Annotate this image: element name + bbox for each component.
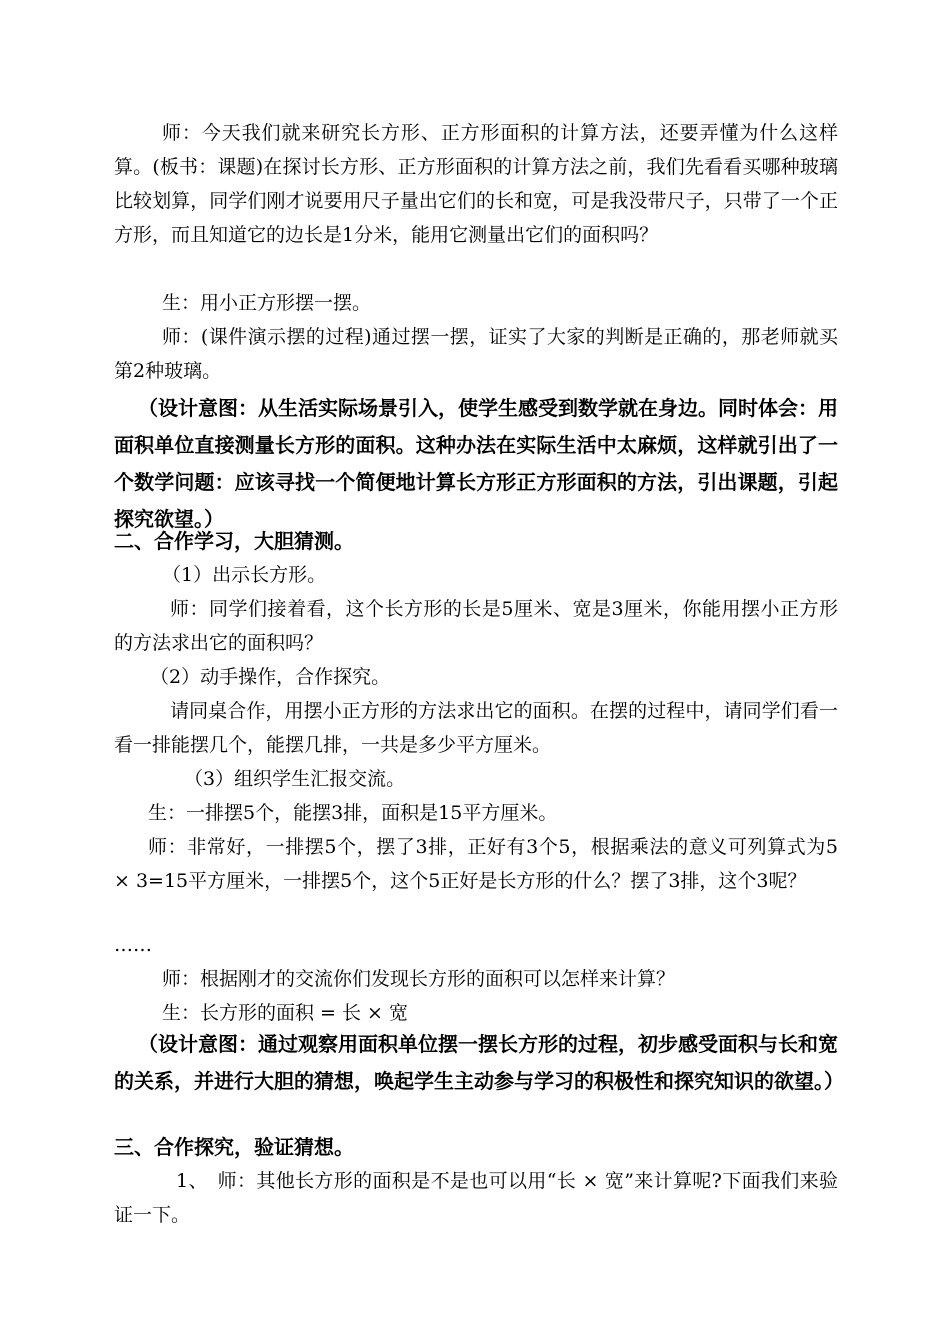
area-formula-paragraph: 生：长方形的面积 = 长 × 宽	[162, 1002, 408, 1024]
teacher-rectangle-paragraph: 师：同学们接着看，这个长方形的长是5厘米、宽是3厘米，你能用摆小正方形的方法求出它的面积吗？	[114, 598, 838, 654]
design-intent-paragraph-1: （设计意图：从生活实际场景引入，使学生感受到数学就在身边。同时体会：用面积单位直接测量长方形的面积。这种办法在实际生活中太麻烦，这样就引出了一个数学问题：应该寻找一个简便地计算长方形正方形面积的方法，引出课题，引起探究欲望。）	[114, 396, 838, 531]
design-intent-paragraph-2: （设计意图：通过观察用面积单位摆一摆长方形的过程，初步感受面积与长和宽的关系，并进行大胆的猜想，唤起学生主动参与学习的积极性和探究知识的欲望。）	[114, 1032, 844, 1093]
section-heading-2: 二、合作学习，大胆猜测。	[114, 529, 354, 553]
teacher-demo-paragraph: 师：(课件演示摆的过程)通过摆一摆，证实了大家的判断是正确的，那老师就买第2种玻璃。	[114, 326, 838, 382]
deskmate-activity-paragraph: 请同桌合作，用摆小正方形的方法求出它的面积。在摆的过程中，请同学们看一看一排能摆几个，能摆几排，一共是多少平方厘米。	[114, 700, 838, 756]
student-answer-paragraph: 生：用小正方形摆一摆。	[162, 292, 372, 314]
step-1-label: （1）出示长方形。	[162, 564, 327, 586]
verification-paragraph: 1、 师：其他长方形的面积是不是也可以用“长 × 宽”来计算呢?下面我们来验证一下。	[114, 1170, 838, 1226]
student-report-paragraph: 生：一排摆5个，能摆3排，面积是15平方厘米。	[148, 802, 558, 824]
step-2-label: （2）动手操作，合作探究。	[150, 666, 391, 688]
section-heading-3: 三、合作探究，验证猜想。	[114, 1135, 354, 1159]
teacher-multiplication-paragraph: 师：非常好，一排摆5个，摆了3排，正好有3个5，根据乘法的意义可列算式为5 × 3=15平方厘米，一排摆5个，这个5正好是长方形的什么？摆了3排，这个3呢？	[114, 836, 838, 892]
teacher-question-paragraph: 师：根据刚才的交流你们发现长方形的面积可以怎样来计算？	[162, 968, 676, 990]
ellipsis-line: ……	[114, 934, 152, 956]
step-3-label: （3）组织学生汇报交流。	[184, 768, 406, 790]
teacher-intro-paragraph: 师：今天我们就来研究长方形、正方形面积的计算方法，还要弄懂为什么这样算。(板书：课题)在探讨长方形、正方形面积的计算方法之前，我们先看看买哪种玻璃比较划算，同学们刚才说要用尺子量出它们的长和宽，可是我没带尺子，只带了一个正方形，而且知道它的边长是1分米，能用它测量出它们的面积吗？	[114, 122, 838, 246]
